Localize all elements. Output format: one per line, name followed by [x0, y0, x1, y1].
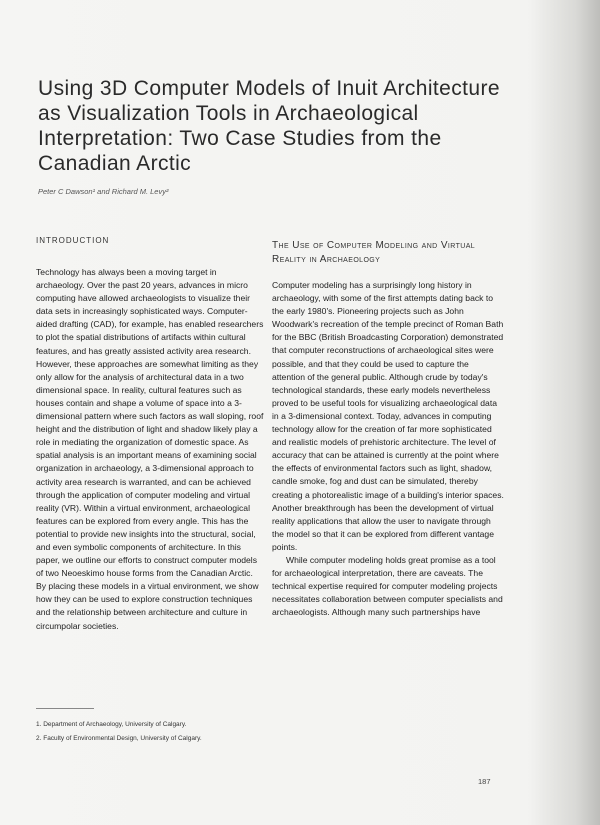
body-paragraph: Technology has always been a moving target in archaeology. Over the past 20 years, advances in micro computing have allowed archaeologists to visualize their data sets in increasingly sophisticated ways. Computer-aided drafting (CAD), for example, has enabled researchers to plot the spatial distributions of artifacts within cultural features, and has greatly assisted activity area research. However, these approaches are somewhat limiting as they only allow for the analysis of architectural data in a two dimensional space. In reality, cultural features such as houses contain and shape a volume of space into a 3-dimensional pattern where such factors as wall sloping, roof height and the distribution of light and shadow likely play a role in mediating the organization of domestic space. As spatial analysis is an important means of examining social organization in archaeology, a 3-dimensional approach to activity area research is warranted, and can be achieved through the application of computer modeling and virtual reality (VR). Within a virtual environment, archaeological features can be explored from every angle. This has the potential to provide new insights into the structural, social, and even symbolic components of architecture. In this paper, we outline our efforts to construct computer models of two Neoeskimo house forms from the Canadian Arctic. By placing these models in a virtual environment, we show how they can be used to explore construction techniques and the relationship between architecture and culture in circumpolar societies.: [36, 267, 264, 631]
footnote: 1. Department of Archaeology, University of Calgary.: [36, 721, 187, 728]
body-paragraph: Computer modeling has a surprisingly long history in archaeology, with some of the first attempts dating back to the early 1980's. Pioneering projects such as John Woodwark's recreation of the temple precinct of Roman Bath for the BBC (British Broadcasting Corporation) demonstrated that computer reconstructions of archaeological sites were possible, and that they could be used to capture the attention of the general public. Although crude by today's technological standards, these early models nevertheless proved to be useful tools for visualizing archaeological data in a 3-dimensional context. Today, advances in computing technology allow for the creation of far more sophisticated and realistic models of prehistoric architecture. The level of accuracy that can be attained is currently at the point where the effects of environmental factors such as light, shadow, candle smoke, fog and dust can be simulated, thereby creating a photorealistic image of a building's interior spaces. Another breakthrough has been the development of virtual reality applications that allow the user to navigate through the model so that it can be explored from different vantage points.: [272, 280, 504, 552]
body-paragraph: While computer modeling holds great promise as a tool for archaeological interpretation, there are caveats. The technical expertise required for computer modeling projects necessitates collaboration between computer specialists and archaeologists. Although many such partnerships have: [272, 554, 503, 618]
introduction-heading: INTRODUCTION: [36, 236, 110, 245]
section-heading-computer-modeling: The Use of Computer Modeling and Virtual Reality in Archaeology: [272, 240, 476, 265]
footnote-rule: [36, 708, 94, 709]
left-column: [36, 266, 264, 633]
footnotes: [36, 718, 276, 746]
right-column: [272, 279, 504, 619]
page-number: 187: [478, 777, 491, 786]
author-line: Peter C Dawson¹ and Richard M. Levy²: [38, 187, 169, 196]
article-title: Using 3D Computer Models of Inuit Architecture as Visualization Tools in Archaeological Interpretation: Two Case Studies from the Canadian Arctic: [38, 77, 500, 175]
footnote: 2. Faculty of Environmental Design, University of Calgary.: [36, 735, 202, 742]
